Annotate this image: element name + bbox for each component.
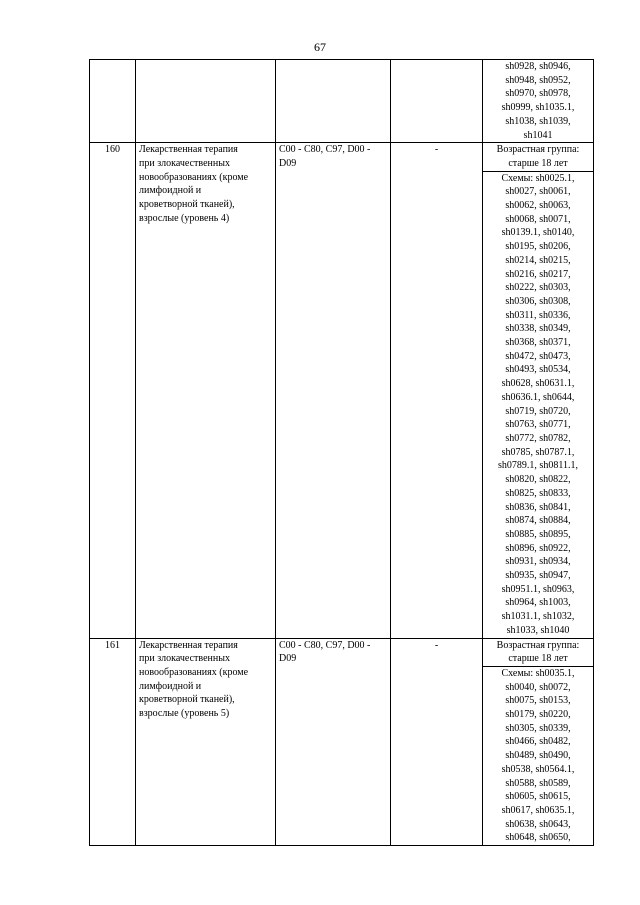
page-number: 67 (314, 40, 326, 54)
diagnosis-codes-line: C00 - C80, C97, D00 - (279, 639, 371, 651)
group-name-line: взрослые (уровень 4) (139, 212, 230, 224)
criteria-cell (483, 638, 594, 846)
table-row (90, 143, 594, 638)
scheme-line: sh0638, sh0643, (505, 818, 571, 830)
scheme-line: sh0628, sh0631.1, (501, 378, 575, 390)
scheme-line: sh0075, sh0153, (505, 695, 571, 707)
age-group-block (485, 639, 591, 666)
scheme-line: sh0062, sh0063, (505, 200, 571, 212)
schemes-block (483, 666, 593, 845)
group-name-line: лимфоидной и (139, 680, 202, 692)
age-group-line: Возрастная группа: (496, 144, 580, 156)
scheme-line: sh0789.1, sh0811.1, (498, 460, 578, 472)
scheme-line: sh0472, sh0473, (505, 350, 571, 362)
group-name-cell (136, 638, 276, 846)
group-name-line: кроветворной тканей), (139, 199, 235, 211)
diagnosis-codes-cell (276, 60, 391, 143)
scheme-line: sh0951.1, sh0963, (501, 583, 575, 595)
group-name-line: кроветворной тканей), (139, 694, 235, 706)
diagnosis-codes-line: D09 (279, 653, 297, 665)
group-name-line: Лекарственная терапия (139, 144, 238, 156)
diagnosis-codes-line: C00 - C80, C97, D00 - (279, 144, 371, 156)
scheme-line: sh0617, sh0635.1, (501, 804, 575, 816)
age-group-line: старше 18 лет (508, 157, 568, 169)
scheme-line: sh0311, sh0336, (505, 309, 571, 321)
scheme-line: sh0195, sh0206, (505, 241, 571, 253)
age-group-block (485, 143, 591, 170)
scheme-line: Схемы: sh0035.1, (501, 667, 575, 679)
group-name-cell (136, 143, 276, 638)
row-number: 161 (90, 638, 136, 846)
group-name-line: новообразованиях (кроме (139, 171, 249, 183)
scheme-line: sh0179, sh0220, (505, 709, 571, 721)
scheme-line: sh0935, sh0947, (505, 570, 571, 582)
scheme-line: sh0588, sh0589, (505, 777, 571, 789)
scheme-line: sh0719, sh0720, (505, 405, 571, 417)
scheme-line: sh0970, sh0978, (505, 88, 571, 100)
scheme-line: sh1031.1, sh1032, (501, 611, 575, 623)
scheme-line: sh0040, sh0072, (505, 681, 571, 693)
diagnosis-codes-cell (276, 638, 391, 846)
scheme-line: sh0763, sh0771, (505, 419, 571, 431)
scheme-line: sh0772, sh0782, (505, 432, 571, 444)
scheme-line: sh0820, sh0822, (505, 474, 571, 486)
scheme-line: sh0493, sh0534, (505, 364, 571, 376)
scheme-line: sh0785, sh0787.1, (501, 446, 575, 458)
scheme-line: sh0825, sh0833, (505, 487, 571, 499)
scheme-line: sh0538, sh0564.1, (501, 763, 575, 775)
service-codes-cell: - (391, 143, 483, 638)
group-name-line: при злокачественных (139, 653, 230, 665)
diagnosis-codes-line: D09 (279, 157, 297, 169)
table-row (90, 60, 594, 143)
row-number: 160 (90, 143, 136, 638)
scheme-line: sh1033, sh1040 (506, 624, 570, 636)
schemes-block (483, 171, 593, 638)
diagnosis-codes-cell (276, 143, 391, 638)
scheme-line: sh0605, sh0615, (505, 791, 571, 803)
scheme-line: sh0836, sh0841, (505, 501, 571, 513)
scheme-line: sh0305, sh0339, (505, 722, 571, 734)
scheme-line: sh0222, sh0303, (505, 282, 571, 294)
scheme-line: sh0068, sh0071, (505, 213, 571, 225)
scheme-line: sh0214, sh0215, (505, 254, 571, 266)
scheme-line: sh0306, sh0308, (505, 295, 571, 307)
group-name-cell (136, 60, 276, 143)
service-codes-cell: - (391, 638, 483, 846)
criteria-cell (483, 60, 594, 143)
scheme-line: sh0466, sh0482, (505, 736, 571, 748)
row-number (90, 60, 136, 143)
scheme-line: sh0648, sh0650, (505, 832, 571, 844)
scheme-line: sh0999, sh1035.1, (501, 102, 575, 114)
scheme-line: sh0948, sh0952, (505, 74, 571, 86)
scheme-line: sh0368, sh0371, (505, 337, 571, 349)
age-group-line: Возрастная группа: (496, 639, 580, 651)
group-name-line: взрослые (уровень 5) (139, 708, 230, 720)
scheme-line: sh0964, sh1003, (505, 597, 571, 609)
scheme-line: sh0885, sh0895, (505, 528, 571, 540)
scheme-line: sh0931, sh0934, (505, 556, 571, 568)
table-body (90, 60, 594, 846)
table-row (90, 638, 594, 846)
scheme-line: sh1041 (523, 129, 553, 141)
tariff-table (89, 59, 594, 846)
criteria-cell (483, 143, 594, 638)
service-codes-cell (391, 60, 483, 143)
scheme-line: sh0874, sh0884, (505, 515, 571, 527)
scheme-line: sh0216, sh0217, (505, 268, 571, 280)
scheme-line: sh0139.1, sh0140, (501, 227, 575, 239)
scheme-line: Схемы: sh0025.1, (501, 172, 575, 184)
scheme-line: sh0636.1, sh0644, (501, 391, 575, 403)
group-name-line: новообразованиях (кроме (139, 666, 249, 678)
scheme-line: sh0338, sh0349, (505, 323, 571, 335)
scheme-line: sh0027, sh0061, (505, 186, 571, 198)
scheme-line: sh0928, sh0946, (505, 61, 571, 72)
scheme-line: sh0896, sh0922, (505, 542, 571, 554)
group-name-line: лимфоидной и (139, 185, 202, 197)
age-group-line: старше 18 лет (508, 653, 568, 665)
group-name-line: при злокачественных (139, 157, 230, 169)
scheme-line: sh0489, sh0490, (505, 750, 571, 762)
group-name-line: Лекарственная терапия (139, 639, 238, 651)
scheme-line: sh1038, sh1039, (505, 115, 571, 127)
